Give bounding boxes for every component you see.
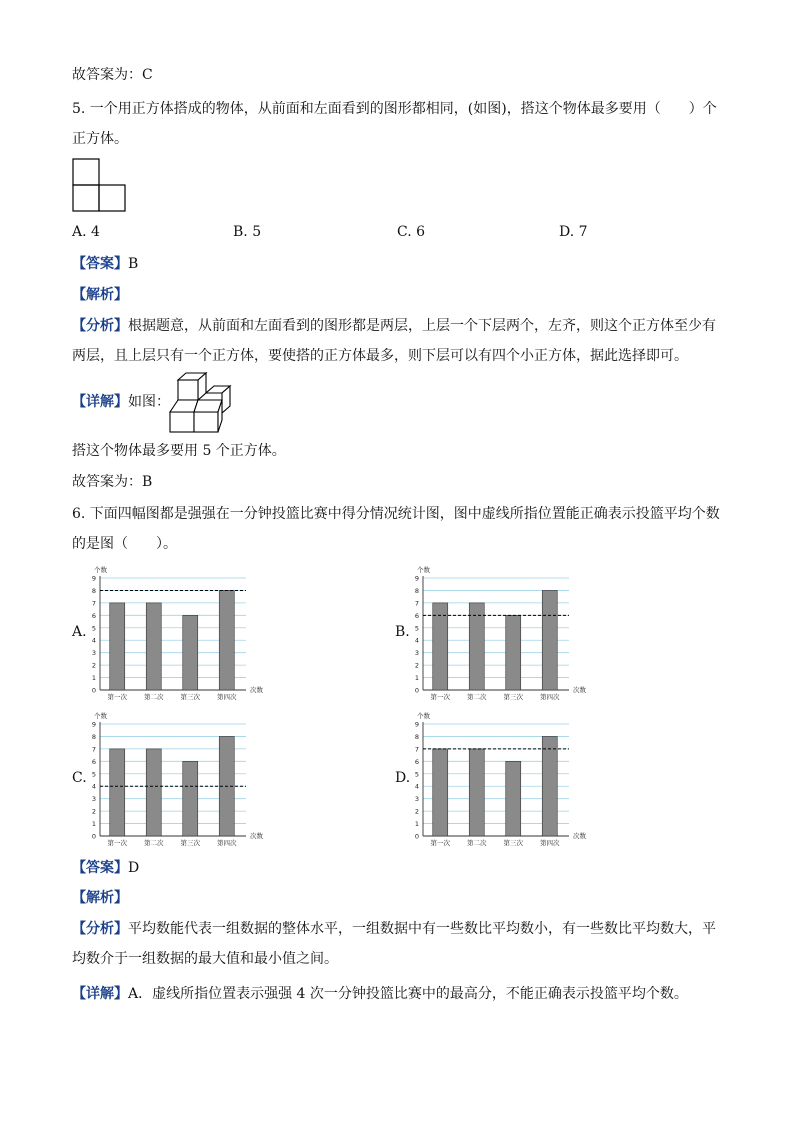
y-tick-label: 4 (91, 782, 96, 791)
x-axis-label: 次数 (250, 832, 263, 840)
x-tick-label: 第一次 (107, 839, 127, 847)
x-axis-label: 次数 (573, 832, 586, 840)
bar (433, 749, 448, 836)
y-tick-label: 4 (414, 636, 419, 645)
q5-detail-row (72, 391, 170, 413)
bar (433, 603, 448, 690)
q4-conclusion: 故答案为：C (72, 67, 153, 83)
x-tick-label: 第三次 (503, 693, 523, 701)
y-tick-label: 5 (91, 770, 96, 779)
answer-value: B (128, 256, 139, 272)
bar-chart-c (84, 708, 284, 850)
x-tick-label: 第三次 (180, 839, 200, 847)
bar (183, 761, 198, 836)
y-tick-label: 8 (91, 586, 96, 595)
y-tick-label: 0 (91, 832, 96, 841)
y-tick-label: 1 (414, 674, 419, 683)
y-tick-label: 8 (414, 732, 419, 741)
q6-analysis-tag (72, 887, 128, 909)
fenxi-tag: 【分析】 (72, 318, 128, 334)
y-tick-label: 6 (414, 757, 419, 766)
bar (506, 615, 521, 690)
bar (183, 615, 198, 690)
y-tick-label: 9 (91, 574, 96, 583)
q6-detail-row (72, 983, 688, 1005)
y-tick-label: 9 (91, 720, 96, 729)
y-tick-label: 0 (91, 686, 96, 695)
q6-stem-line2: 的是图（ ）。 (72, 536, 177, 552)
x-tick-label: 第四次 (540, 839, 560, 847)
y-tick-label: 2 (414, 807, 419, 816)
x-tick-label: 第三次 (503, 839, 523, 847)
y-tick-label: 2 (91, 807, 96, 816)
analysis-tag: 【解析】 (72, 890, 128, 906)
q5-result: 搭这个物体最多要用 5 个正方体。 (72, 443, 286, 459)
x-tick-label: 第二次 (144, 839, 164, 847)
q6-stem-line1: 6. 下面四幅图都是强强在一分钟投篮比赛中得分情况统计图，图中虚线所指位置能正确表示投篮平均个数 (72, 506, 720, 522)
y-axis-label: 个数 (417, 566, 430, 574)
x-tick-label: 第四次 (217, 839, 237, 847)
y-tick-label: 1 (91, 820, 96, 829)
y-tick-label: 2 (91, 661, 96, 670)
y-tick-label: 3 (414, 795, 419, 804)
detail-tag: 【详解】 (72, 986, 128, 1002)
q5-analysis-tag (72, 284, 128, 306)
chart-label-b: B. (395, 624, 410, 640)
bar (219, 590, 234, 690)
x-tick-label: 第二次 (144, 693, 164, 701)
y-tick-label: 7 (414, 745, 419, 754)
chart-label-d: D. (395, 770, 411, 786)
y-tick-label: 3 (91, 795, 96, 804)
bar (542, 736, 557, 836)
y-tick-label: 9 (414, 720, 419, 729)
y-tick-label: 7 (414, 599, 419, 608)
y-tick-label: 6 (414, 611, 419, 620)
view-figure (72, 158, 128, 212)
bar (506, 761, 521, 836)
bar (542, 590, 557, 690)
y-tick-label: 3 (91, 649, 96, 658)
bar (469, 603, 484, 690)
cube-figure (168, 372, 234, 434)
y-axis-label: 个数 (94, 712, 107, 720)
q5-option-c: C. 6 (397, 224, 426, 240)
y-axis-label: 个数 (417, 712, 430, 720)
bar (146, 603, 161, 690)
x-tick-label: 第三次 (180, 693, 200, 701)
q5-option-d: D. 7 (559, 224, 588, 240)
y-tick-label: 6 (91, 757, 96, 766)
bar-chart-b (407, 562, 607, 704)
answer-tag: 【答案】 (72, 860, 128, 876)
q5-option-a: A. 4 (72, 224, 100, 240)
x-tick-label: 第一次 (107, 693, 127, 701)
bar-chart-a (84, 562, 284, 704)
q5-stem-line1: 5. 一个用正方体搭成的物体，从前面和左面看到的图形都相同，(如图)，搭这个物体最多要用（ ）个 (72, 101, 717, 117)
y-tick-label: 9 (414, 574, 419, 583)
x-axis-label: 次数 (573, 686, 586, 694)
y-tick-label: 6 (91, 611, 96, 620)
chart-label-c: C. (72, 770, 87, 786)
x-tick-label: 第二次 (467, 693, 487, 701)
bar (146, 749, 161, 836)
bar (110, 749, 125, 836)
x-tick-label: 第一次 (430, 839, 450, 847)
detail-text: 如图： (128, 394, 170, 410)
y-tick-label: 3 (414, 649, 419, 658)
detail-tag: 【详解】 (72, 394, 128, 410)
y-axis-label: 个数 (94, 566, 107, 574)
y-tick-label: 7 (91, 599, 96, 608)
q5-fenxi-line2: 两层，且上层只有一个正方体，要使搭的正方体最多，则下层可以有四个小正方体，据此选择即可。 (72, 348, 688, 364)
y-tick-label: 8 (414, 586, 419, 595)
fenxi-tag: 【分析】 (72, 921, 128, 937)
q6-fenxi-line2: 均数介于一组数据的最大值和最小值之间。 (72, 951, 338, 967)
y-tick-label: 7 (91, 745, 96, 754)
q5-stem-line2: 正方体。 (72, 131, 128, 147)
fenxi-text: 根据题意，从前面和左面看到的图形都是两层，上层一个下层两个，左齐，则这个正方体至少有 (128, 318, 716, 334)
q5-fenxi-line1 (72, 315, 716, 337)
detail-text: A．虚线所指位置表示强强 4 次一分钟投篮比赛中的最高分，不能正确表示投篮平均个数。 (128, 986, 688, 1002)
q5-conclusion: 故答案为：B (72, 474, 153, 490)
answer-tag: 【答案】 (72, 256, 128, 272)
x-axis-label: 次数 (250, 686, 263, 694)
y-tick-label: 2 (414, 661, 419, 670)
y-tick-label: 4 (91, 636, 96, 645)
analysis-tag: 【解析】 (72, 287, 128, 303)
y-tick-label: 4 (414, 782, 419, 791)
y-tick-label: 1 (91, 674, 96, 683)
y-tick-label: 0 (414, 832, 419, 841)
q5-option-b: B. 5 (233, 224, 262, 240)
bar-chart-d (407, 708, 607, 850)
q6-answer-row (72, 857, 139, 879)
x-tick-label: 第四次 (540, 693, 560, 701)
q5-answer-row (72, 253, 138, 275)
fenxi-text: 平均数能代表一组数据的整体水平，一组数据中有一些数比平均数小，有一些数比平均数大，平 (128, 921, 716, 937)
bar (110, 603, 125, 690)
y-tick-label: 1 (414, 820, 419, 829)
chart-label-a: A. (72, 624, 87, 640)
y-tick-label: 8 (91, 732, 96, 741)
y-tick-label: 5 (414, 624, 419, 633)
y-tick-label: 5 (414, 770, 419, 779)
x-tick-label: 第一次 (430, 693, 450, 701)
y-tick-label: 5 (91, 624, 96, 633)
y-tick-label: 0 (414, 686, 419, 695)
q6-fenxi-line1 (72, 918, 716, 940)
answer-value: D (128, 860, 140, 876)
x-tick-label: 第二次 (467, 839, 487, 847)
x-tick-label: 第四次 (217, 693, 237, 701)
bar (469, 749, 484, 836)
